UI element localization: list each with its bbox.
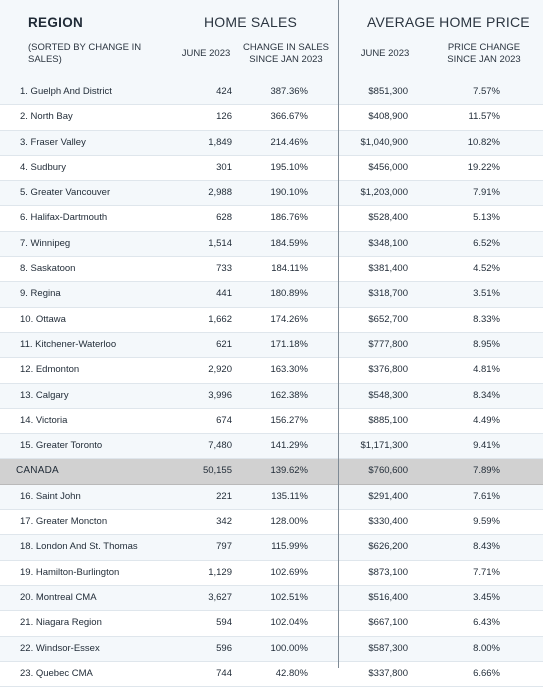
- sales-cell: 50,155: [202, 465, 232, 477]
- price-cell: $851,300: [368, 86, 408, 97]
- region-cell: 5. Greater Vancouver: [20, 187, 111, 199]
- sales-change-cell: 115.99%: [271, 541, 308, 553]
- price-cell: $1,040,900: [360, 136, 408, 148]
- sales-cell: 1,849: [208, 136, 232, 148]
- price-change-cell: 8.95%: [473, 338, 500, 350]
- price-change-cell: 7.57%: [473, 86, 500, 97]
- region-cell: 4. Sudbury: [20, 161, 66, 173]
- sales-cell: 342: [216, 516, 232, 528]
- price-change-cell: 4.81%: [473, 364, 500, 376]
- sales-change-cell: 366.67%: [270, 111, 308, 123]
- sales-change-cell: 195.10%: [270, 161, 308, 173]
- table-row: [0, 131, 543, 156]
- price-cell: $376,800: [368, 364, 408, 376]
- price-cell: $348,100: [368, 237, 408, 249]
- sales-cell: 594: [216, 617, 232, 629]
- price-change-cell: 7.71%: [473, 566, 500, 578]
- table-row: [0, 485, 543, 510]
- sales-cell: 301: [216, 161, 232, 173]
- sales-change-cell: 139.62%: [270, 465, 308, 477]
- sales-cell: 797: [216, 541, 232, 553]
- sales-change-cell: 163.30%: [270, 364, 308, 376]
- sales-cell: 126: [216, 111, 232, 123]
- table-row: [0, 282, 543, 307]
- sales-cell: 628: [216, 212, 232, 224]
- table-row: [0, 662, 543, 687]
- price-change-cell: 6.52%: [473, 237, 500, 249]
- price-cell: $381,400: [368, 263, 408, 275]
- price-cell: $652,700: [368, 313, 408, 325]
- region-cell: 1. Guelph And District: [20, 86, 112, 97]
- table-row: [0, 308, 543, 333]
- sales-cell: 596: [216, 642, 232, 654]
- region-cell: 6. Halifax-Dartmouth: [20, 212, 108, 224]
- region-cell: 2. North Bay: [20, 111, 73, 123]
- national-total-row: [0, 459, 543, 484]
- sales-change-cell: 102.51%: [270, 591, 308, 603]
- table-row: [0, 206, 543, 231]
- region-cell: 9. Regina: [20, 288, 61, 300]
- sales-cell: 7,480: [208, 440, 232, 452]
- price-cell: $456,000: [368, 161, 408, 173]
- column-divider: [338, 0, 339, 668]
- price-cell: $408,900: [368, 111, 408, 123]
- sales-cell: 674: [216, 414, 232, 426]
- region-header: REGION: [28, 15, 84, 30]
- sales-cell: 424: [216, 86, 232, 97]
- sales-change-cell: 162.38%: [270, 389, 308, 401]
- sales-change-cell: 100.00%: [270, 642, 308, 654]
- price-change-cell: 5.13%: [473, 212, 500, 224]
- sales-change-cell: 184.59%: [270, 237, 308, 249]
- price-cell: $667,100: [368, 617, 408, 629]
- price-change-cell: 4.49%: [473, 414, 500, 426]
- sales-change-cell: 135.11%: [271, 490, 308, 502]
- price-june-header: JUNE 2023: [360, 48, 410, 59]
- price-change-cell: 8.33%: [473, 313, 500, 325]
- table-row: [0, 384, 543, 409]
- region-cell: 13. Calgary: [20, 389, 69, 401]
- table-row: [0, 80, 543, 105]
- table-row: [0, 156, 543, 181]
- price-cell: $626,200: [368, 541, 408, 553]
- average-price-header: AVERAGE HOME PRICE: [367, 14, 530, 30]
- sales-cell: 733: [216, 263, 232, 275]
- sales-cell: 1,129: [208, 566, 232, 578]
- price-cell: $873,100: [368, 566, 408, 578]
- sales-change-cell: 171.18%: [270, 338, 308, 350]
- price-cell: $516,400: [368, 591, 408, 603]
- sales-cell: 621: [216, 338, 232, 350]
- sales-change-cell: 180.89%: [270, 288, 308, 300]
- table-row: [0, 409, 543, 434]
- table-row: [0, 232, 543, 257]
- region-cell: 17. Greater Moncton: [20, 516, 108, 528]
- sort-note: (SORTED BY CHANGE IN SALES): [28, 42, 142, 65]
- sales-change-cell: 186.76%: [270, 212, 308, 224]
- sales-change-cell: 42.80%: [275, 667, 308, 679]
- price-change-cell: 8.34%: [473, 389, 500, 401]
- region-cell: 18. London And St. Thomas: [20, 541, 138, 553]
- price-change-cell: 7.61%: [473, 490, 500, 502]
- home-sales-header: HOME SALES: [204, 14, 298, 30]
- price-cell: $885,100: [368, 414, 408, 426]
- sales-cell: 1,514: [208, 237, 232, 249]
- price-cell: $330,400: [368, 516, 408, 528]
- table-row: [0, 257, 543, 282]
- region-cell: 3. Fraser Valley: [20, 136, 86, 148]
- region-cell: 23. Quebec CMA: [20, 667, 93, 679]
- region-cell: 16. Saint John: [20, 490, 81, 502]
- table-row: [0, 181, 543, 206]
- sales-cell: 2,920: [208, 364, 232, 376]
- price-cell: $337,800: [368, 667, 408, 679]
- sales-change-cell: 190.10%: [270, 187, 308, 199]
- price-change-cell: 8.00%: [473, 642, 500, 654]
- price-change-cell: 9.41%: [473, 440, 500, 452]
- sales-change-cell: 128.00%: [270, 516, 308, 528]
- sales-cell: 3,996: [208, 389, 232, 401]
- price-cell: $777,800: [368, 338, 408, 350]
- price-change-header: PRICE CHANGE SINCE JAN 2023: [447, 42, 521, 65]
- price-change-cell: 11.57%: [468, 111, 500, 123]
- sales-cell: 744: [216, 667, 232, 679]
- sales-cell: 1,662: [208, 313, 232, 325]
- sales-cell: 3,627: [208, 591, 232, 603]
- table-row: [0, 434, 543, 459]
- table-row: [0, 510, 543, 535]
- price-cell: $548,300: [368, 389, 408, 401]
- table-row: [0, 358, 543, 383]
- region-cell: 8. Saskatoon: [20, 263, 76, 275]
- price-change-cell: 8.43%: [473, 541, 500, 553]
- sales-cell: 2,988: [208, 187, 232, 199]
- sales-change-header: CHANGE IN SALES SINCE JAN 2023: [242, 42, 330, 65]
- price-cell: $1,203,000: [360, 187, 408, 199]
- region-cell: 19. Hamilton-Burlington: [20, 566, 120, 578]
- sales-change-cell: 141.29%: [270, 440, 308, 452]
- region-cell: 10. Ottawa: [20, 313, 66, 325]
- sales-june-header: JUNE 2023: [181, 48, 231, 59]
- price-change-cell: 10.82%: [467, 136, 500, 148]
- price-cell: $587,300: [368, 642, 408, 654]
- sales-change-cell: 174.26%: [270, 313, 308, 325]
- price-change-cell: 4.52%: [473, 263, 500, 275]
- region-cell: 21. Niagara Region: [20, 617, 102, 629]
- region-cell: 22. Windsor-Essex: [20, 642, 100, 654]
- table-row: [0, 586, 543, 611]
- sales-cell: 221: [216, 490, 232, 502]
- table-row: [0, 535, 543, 560]
- table-row: [0, 561, 543, 586]
- region-cell: 7. Winnipeg: [20, 237, 71, 249]
- table-header: [0, 0, 543, 80]
- price-cell: $318,700: [368, 288, 408, 300]
- price-change-cell: 7.91%: [473, 187, 500, 199]
- price-cell: $291,400: [368, 490, 408, 502]
- sales-change-cell: 387.36%: [270, 86, 308, 97]
- price-change-cell: 19.22%: [467, 161, 500, 173]
- price-cell: $1,171,300: [360, 440, 408, 452]
- sales-change-cell: 184.11%: [271, 263, 308, 275]
- sales-cell: 441: [216, 288, 232, 300]
- region-cell: 20. Montreal CMA: [20, 591, 97, 603]
- price-change-cell: 3.51%: [473, 288, 500, 300]
- table-body: [0, 80, 543, 687]
- table-row: [0, 105, 543, 130]
- price-cell: $528,400: [368, 212, 408, 224]
- region-cell: CANADA: [16, 465, 59, 477]
- sales-change-cell: 156.27%: [270, 414, 308, 426]
- sales-change-cell: 214.46%: [270, 136, 308, 148]
- table-row: [0, 333, 543, 358]
- sales-change-cell: 102.69%: [270, 566, 308, 578]
- sales-change-cell: 102.04%: [270, 617, 308, 629]
- table-row: [0, 637, 543, 662]
- price-change-cell: 9.59%: [473, 516, 500, 528]
- region-cell: 15. Greater Toronto: [20, 440, 103, 452]
- region-cell: 11. Kitchener-Waterloo: [20, 338, 117, 350]
- price-cell: $760,600: [368, 465, 408, 477]
- price-change-cell: 7.89%: [473, 465, 500, 477]
- price-change-cell: 6.66%: [473, 667, 500, 679]
- region-cell: 14. Victoria: [20, 414, 68, 426]
- table-row: [0, 611, 543, 636]
- price-change-cell: 3.45%: [473, 591, 500, 603]
- price-change-cell: 6.43%: [473, 617, 500, 629]
- region-cell: 12. Edmonton: [20, 364, 80, 376]
